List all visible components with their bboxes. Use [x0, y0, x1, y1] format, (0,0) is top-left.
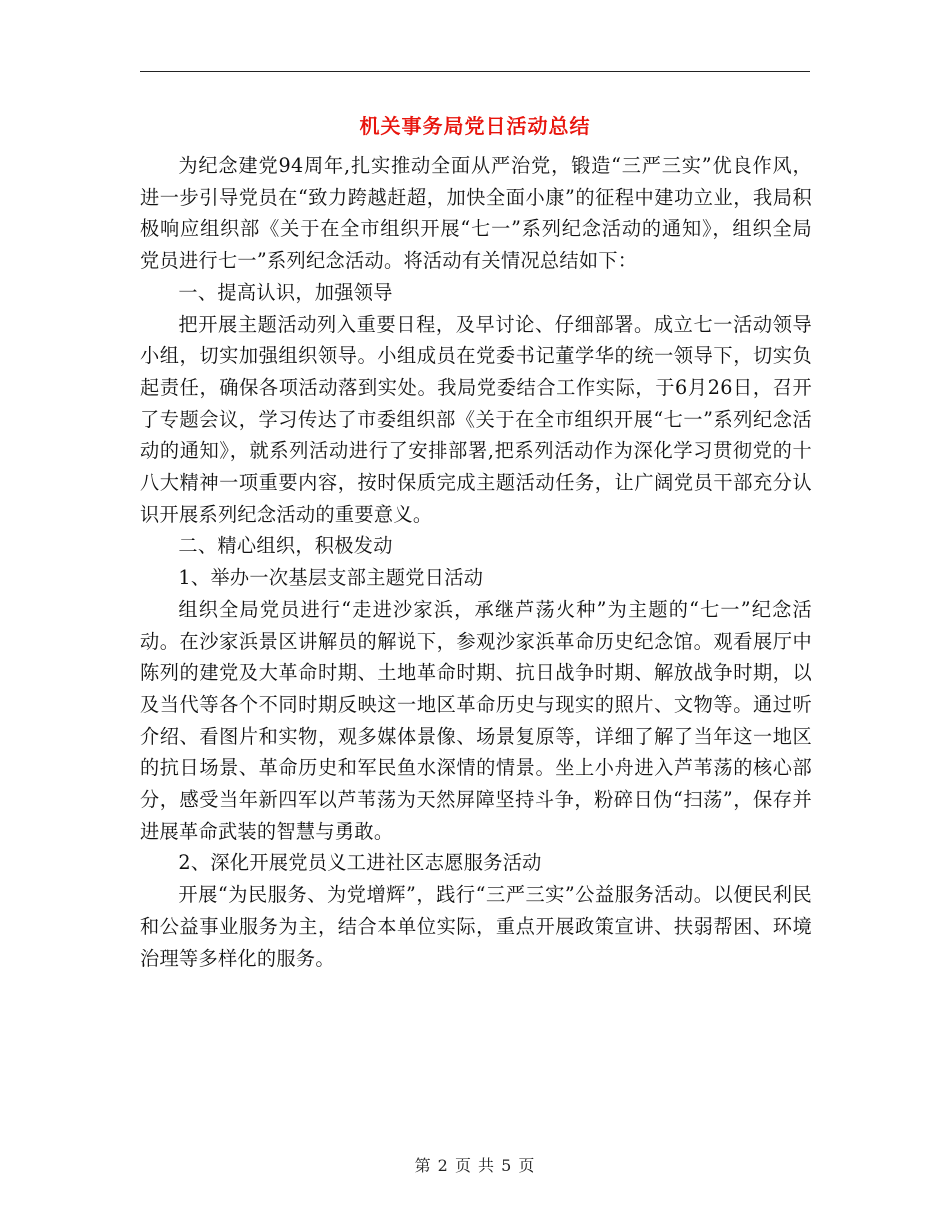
section-heading-1: 一、提高认识，加强领导 [178, 280, 393, 304]
header-rule [140, 71, 810, 72]
paragraph-2-2: 开展“为民服务、为党增辉”，践行“三严三实”公益服务活动。以便民利民和公益事业服务为主，结合本单位实际，重点开展政策宣讲、扶弱帮困、环境治理等多样化的服务。 [140, 883, 812, 970]
subheading-2-2: 2、深化开展党员义工进社区志愿服务活动 [178, 851, 542, 875]
paragraph-intro: 为纪念建党94周年,扎实推动全面从严治党，锻造“三严三实”优良作风，进一步引导党员在“致力跨越赶超，加快全面小康”的征程中建功立业，我局积极响应组织部《关于在全市组织开展“七一”系列纪念活动的通知》，组织全局党员进行七一”系列纪念活动。将活动有关情况总结如下： [140, 154, 812, 273]
page-number: 第 2 页 共 5 页 [414, 1156, 536, 1175]
section-heading-2: 二、精心组织，积极发动 [178, 534, 393, 558]
subheading-2-1: 1、举办一次基层支部主题党日活动 [178, 566, 484, 590]
document-title: 机关事务局党日活动总结 [359, 114, 591, 138]
document-body [140, 150, 812, 974]
paragraph-section-1: 把开展主题活动列入重要日程，及早讨论、仔细部署。成立七一活动领导小组，切实加强组织领导。小组成员在党委书记董学华的统一领导下，切实负起责任，确保各项活动落到实处。我局党委结合工作实际，于6月26日，召开了专题会议，学习传达了市委组织部《关于在全市组织开展“七一”系列纪念活动的通知》，就系列活动进行了安排部署,把系列活动作为深化学习贯彻党的十八大精神一项重要内容，按时保质完成主题活动任务，让广阔党员干部充分认识开展系列纪念活动的重要意义。 [140, 312, 812, 526]
paragraph-2-1: 组织全局党员进行“走进沙家浜，承继芦荡火种”为主题的“七一”纪念活动。在沙家浜景区讲解员的解说下，参观沙家浜革命历史纪念馆。观看展厅中陈列的建党及大革命时期、土地革命时期、抗日战争时期、解放战争时期，以及当代等各个不同时期反映这一地区革命历史与现实的照片、文物等。通过听介绍、看图片和实物，观多媒体景像、场景复原等，详细了解了当年这一地区的抗日场景、革命历史和军民鱼水深情的情景。坐上小舟进入芦苇荡的核心部分，感受当年新四军以芦苇荡为天然屏障坚持斗争，粉碎日伪“扫荡”，保存并进展革命武装的智慧与勇敢。 [140, 597, 812, 843]
